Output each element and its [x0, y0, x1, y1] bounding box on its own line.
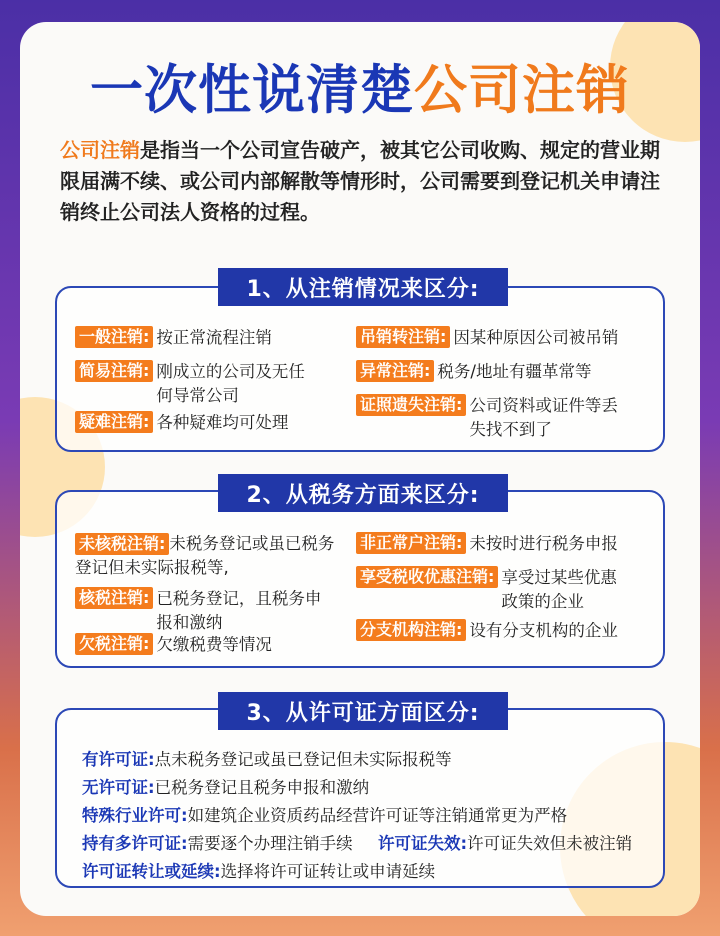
section2-title: 2、从税务方面来区分:	[218, 474, 508, 512]
list-item	[378, 830, 632, 854]
item-key: 有许可证:	[82, 750, 155, 769]
list-item	[75, 360, 325, 408]
item-tag: 吊销转注销:	[356, 326, 450, 348]
item-desc: 选择将许可证转让或申请延续	[220, 862, 436, 881]
list-item	[356, 566, 656, 614]
list-item	[356, 532, 618, 556]
title-part2: 公司注销	[414, 60, 630, 121]
list-item	[75, 587, 345, 635]
item-desc: 享受过某些优惠政策的企业	[501, 568, 617, 611]
item-desc: 欠缴税费等情况	[156, 635, 272, 654]
item-desc: 刚成立的公司及无任何导常公司	[156, 362, 305, 405]
list-item	[75, 633, 272, 657]
intro-text: 是指当一个公司宣告破产，被其它公司收购、规定的营业期限届满不续、或公司内部解散等情形时，公司需要到登记机关申请注销终止公司法人资格的过程。	[60, 138, 660, 224]
item-tag: 疑难注销:	[75, 411, 153, 433]
item-key: 特殊行业许可:	[82, 806, 188, 825]
item-desc: 税务/地址有疆革常等	[437, 362, 592, 381]
item-tag: 异常注销:	[356, 360, 434, 382]
item-tag: 简易注销:	[75, 360, 153, 382]
page-title	[0, 48, 720, 124]
intro-paragraph	[60, 135, 660, 228]
intro-keyword: 公司注销	[60, 138, 140, 162]
list-item	[75, 411, 288, 435]
item-desc: 按正常流程注销	[156, 328, 272, 347]
item-tag: 享受税收优惠注销:	[356, 566, 498, 588]
item-desc: 已税务登记且税务申报和激纳	[154, 778, 370, 797]
item-desc: 未按时进行税务申报	[469, 534, 618, 553]
list-item	[82, 774, 369, 798]
item-desc: 许可证失效但未被注销	[467, 834, 633, 853]
item-tag: 未核税注销:	[75, 533, 169, 555]
item-key: 许可证失效:	[378, 834, 468, 853]
list-item	[82, 830, 353, 854]
item-tag: 欠税注销:	[75, 633, 153, 655]
item-tag: 非正常户注销:	[356, 532, 466, 554]
list-item	[356, 326, 618, 350]
item-tag: 核税注销:	[75, 587, 153, 609]
item-desc: 公司资料或证件等丢失找不到了	[469, 396, 618, 439]
item-desc: 设有分支机构的企业	[469, 621, 618, 640]
item-key: 持有多许可证:	[82, 834, 188, 853]
item-desc: 未税务登记或虽已税务登记但未实际报税等,	[75, 534, 335, 577]
item-desc: 已税务登记，且税务申报和激纳	[156, 589, 322, 632]
list-item	[82, 858, 435, 882]
item-desc: 需要逐个办理注销手续	[187, 834, 353, 853]
item-desc: 因某种原因公司被吊销	[453, 328, 619, 347]
list-item	[82, 746, 452, 770]
list-item	[75, 532, 345, 580]
section1-title: 1、从注销情况来区分:	[218, 268, 508, 306]
item-key: 许可证转让或延续:	[82, 862, 221, 881]
list-item	[356, 394, 656, 442]
item-desc: 点未税务登记或虽已登记但未实际报税等	[154, 750, 452, 769]
section3-title: 3、从许可证方面区分:	[218, 692, 508, 730]
item-tag: 一般注销:	[75, 326, 153, 348]
list-item	[356, 619, 618, 643]
title-part1: 一次性说清楚	[90, 60, 414, 121]
list-item	[82, 802, 567, 826]
item-desc: 如建筑企业资质药品经营许可证等注销通常更为严格	[187, 806, 568, 825]
item-tag: 分支机构注销:	[356, 619, 466, 641]
list-item	[356, 360, 591, 384]
item-desc: 各种疑难均可处理	[156, 413, 289, 432]
item-tag: 证照遗失注销:	[356, 394, 466, 416]
list-item	[75, 326, 272, 350]
item-key: 无许可证:	[82, 778, 155, 797]
